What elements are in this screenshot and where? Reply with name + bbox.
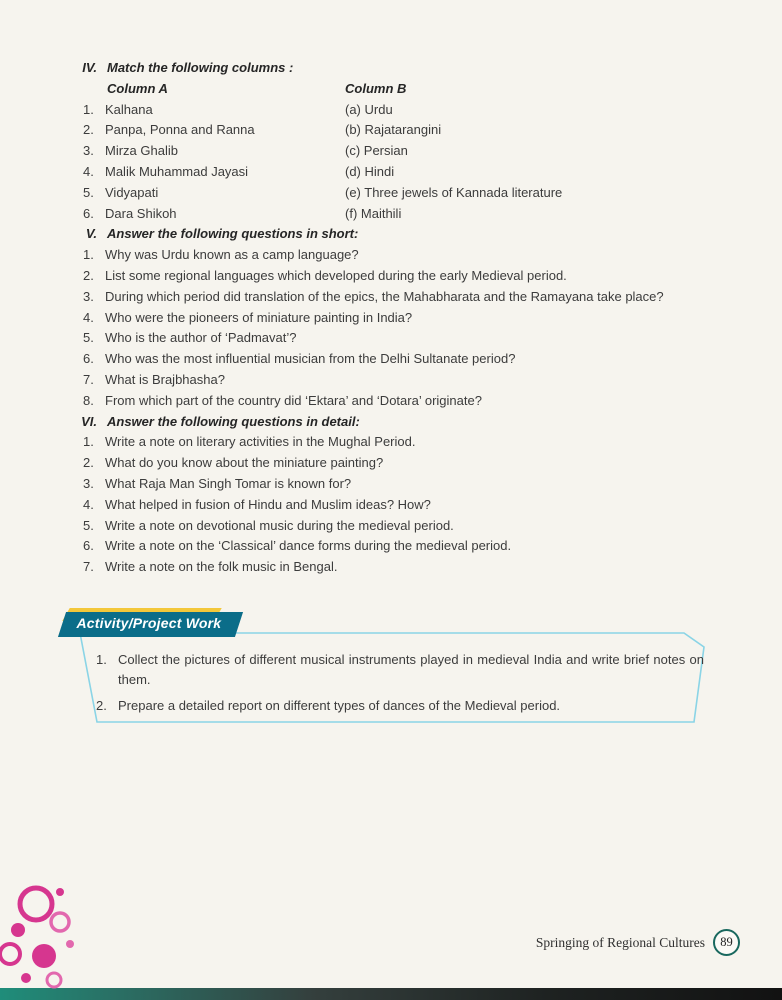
page-number: 89	[720, 935, 733, 949]
question-text: What do you know about the miniature painting?	[105, 455, 384, 471]
question-row	[75, 328, 712, 349]
item-text: Prepare a detailed report on different types of dances of the Medieval period.	[118, 698, 561, 713]
column-a-item: Kalhana	[105, 101, 153, 117]
question-number: 6.	[83, 351, 94, 367]
item-number: 6.	[83, 205, 94, 221]
column-b-header: Column B	[345, 80, 407, 96]
question-text: Why was Urdu known as a camp language?	[105, 247, 359, 263]
question-text: What Raja Man Singh Tomar is known for?	[105, 475, 352, 491]
item-number: 1.	[83, 101, 94, 117]
match-row	[75, 204, 712, 225]
match-row	[75, 162, 712, 183]
activity-banner-label: Activity/Project Work	[76, 615, 222, 631]
question-number: 1.	[83, 434, 94, 450]
column-b-item: (a) Urdu	[345, 101, 393, 117]
question-number: 7.	[83, 559, 94, 575]
activity-item	[96, 696, 704, 716]
column-b-item: (f) Maithili	[345, 205, 402, 221]
question-row	[75, 391, 712, 412]
section-iv-heading	[75, 58, 712, 79]
question-number: 5.	[83, 330, 94, 346]
activity-banner	[62, 612, 239, 637]
question-row	[75, 266, 712, 287]
question-text: Who was the most influential musician from the Delhi Sultanate period?	[105, 351, 516, 367]
section-title: Answer the following questions in detail:	[107, 413, 360, 429]
question-number: 3.	[83, 288, 94, 304]
section-v-heading	[75, 224, 712, 245]
column-b-item: (c) Persian	[345, 143, 408, 159]
column-a-item: Vidyapati	[105, 184, 159, 200]
column-a-item: Mirza Ghalib	[105, 143, 178, 159]
question-number: 3.	[83, 475, 94, 491]
question-row	[75, 245, 712, 266]
question-text: List some regional languages which developed during the early Medieval period.	[105, 267, 567, 283]
question-number: 5.	[83, 517, 94, 533]
question-number: 1.	[83, 247, 94, 263]
item-number: 5.	[83, 184, 94, 200]
question-text: Write a note on the ‘Classical’ dance forms during the medieval period.	[105, 538, 512, 554]
question-row	[75, 495, 712, 516]
question-text: Who is the author of ‘Padmavat’?	[105, 330, 297, 346]
item-number: 2.	[96, 698, 107, 713]
question-text: What is Brajbhasha?	[105, 371, 225, 387]
column-b-item: (e) Three jewels of Kannada literature	[345, 184, 563, 200]
page-footer	[536, 929, 740, 956]
question-row	[75, 370, 712, 391]
match-row	[75, 183, 712, 204]
question-row	[75, 308, 712, 329]
question-row	[75, 453, 712, 474]
column-a-header: Column A	[107, 80, 168, 96]
question-text: Who were the pioneers of miniature painting in India?	[105, 309, 413, 325]
question-number: 8.	[83, 392, 94, 408]
question-row	[75, 474, 712, 495]
item-number: 2.	[83, 122, 94, 138]
item-text: Collect the pictures of different musical instruments played in medieval India and write brief notes on them.	[118, 652, 704, 687]
column-a-item: Malik Muhammad Jayasi	[105, 163, 249, 179]
question-number: 7.	[83, 371, 94, 387]
question-row	[75, 287, 712, 308]
question-row	[75, 349, 712, 370]
column-b-item: (d) Hindi	[345, 163, 395, 179]
section-numeral: V.	[85, 226, 97, 242]
question-number: 2.	[83, 455, 94, 471]
page-number-badge	[713, 929, 740, 956]
section-title: Answer the following questions in short:	[107, 226, 359, 242]
question-text: Write a note on literary activities in the Mughal Period.	[105, 434, 416, 450]
match-row	[75, 141, 712, 162]
section-numeral: VI.	[81, 413, 97, 429]
question-text: From which part of the country did ‘Ektara’ and ‘Dotara’ originate?	[105, 392, 482, 408]
section-vi-heading	[75, 412, 712, 433]
section-numeral: IV.	[82, 60, 97, 75]
question-number: 4.	[83, 496, 94, 512]
question-text: What helped in fusion of Hindu and Muslim ideas? How?	[105, 496, 431, 512]
banner-background	[58, 612, 243, 637]
match-row	[75, 100, 712, 121]
column-a-item: Panpa, Ponna and Ranna	[105, 122, 255, 138]
chapter-title: Springing of Regional Cultures	[535, 934, 705, 950]
question-text: Write a note on the folk music in Bengal.	[105, 559, 338, 575]
question-number: 4.	[83, 309, 94, 325]
item-number: 1.	[96, 652, 107, 667]
question-row	[75, 516, 712, 537]
question-text: During which period did translation of the epics, the Mahabharata and the Ramayana take place?	[105, 288, 664, 304]
bubbles-decoration-icon	[0, 882, 115, 990]
column-b-item: (b) Rajatarangini	[345, 122, 442, 138]
question-text: Write a note on devotional music during the medieval period.	[105, 517, 454, 533]
column-a-item: Dara Shikoh	[105, 205, 177, 221]
section-title: Match the following columns :	[107, 60, 294, 75]
question-number: 2.	[83, 267, 94, 283]
question-row	[75, 557, 712, 578]
item-number: 3.	[83, 143, 94, 159]
item-number: 4.	[83, 163, 94, 179]
question-row	[75, 536, 712, 557]
question-row	[75, 432, 712, 453]
match-row	[75, 120, 712, 141]
activity-item	[96, 650, 704, 689]
activity-items	[96, 650, 704, 723]
question-number: 6.	[83, 538, 94, 554]
bottom-gradient-bar	[0, 988, 782, 1000]
match-column-headers	[75, 79, 712, 100]
